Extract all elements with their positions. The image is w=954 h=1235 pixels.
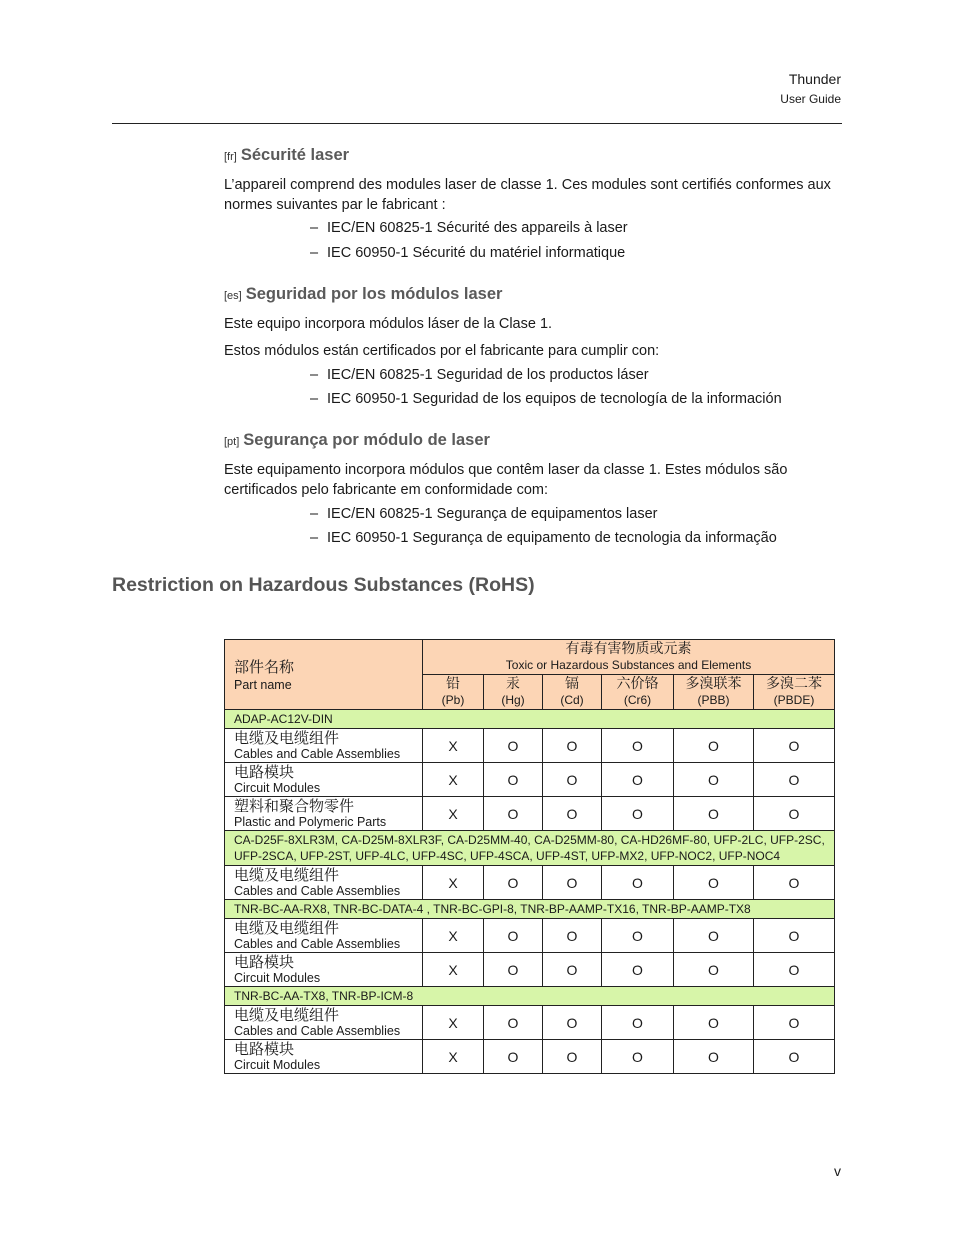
substance-mark: O bbox=[674, 866, 754, 900]
element-header: 镉 (Cd) bbox=[543, 675, 602, 710]
substance-mark: O bbox=[602, 1040, 674, 1074]
part-name-cell: 电缆及电缆组件 Cables and Cable Assemblies bbox=[225, 729, 423, 763]
part-name-cell: 电路模块 Circuit Modules bbox=[225, 1040, 423, 1074]
substance-mark: O bbox=[754, 953, 835, 987]
model-group-label: TNR-BC-AA-RX8, TNR-BC-DATA-4 , TNR-BC-GPI-8, TNR-BP-AAMP-TX16, TNR-BP-AAMP-TX8 bbox=[225, 900, 835, 919]
element-header: 多溴二苯 (PBDE) bbox=[754, 675, 835, 710]
substance-mark: O bbox=[754, 866, 835, 900]
substance-mark: O bbox=[484, 1006, 543, 1040]
substance-mark: O bbox=[543, 866, 602, 900]
substance-mark: O bbox=[484, 729, 543, 763]
substance-mark: O bbox=[543, 729, 602, 763]
header-title: Thunder bbox=[788, 71, 841, 87]
rohs-heading: Restriction on Hazardous Substances (RoHS) bbox=[112, 574, 535, 596]
substance-mark: O bbox=[484, 919, 543, 953]
header-subtitle: User Guide bbox=[780, 92, 841, 106]
heading-es-text: Seguridad por los módulos laser bbox=[245, 285, 503, 303]
bullet-pt-2: – IEC 60950-1 Segurança de equipamento de tecnologia da informação bbox=[310, 530, 777, 546]
substance-mark: O bbox=[484, 797, 543, 831]
bullet-fr-1: – IEC/EN 60825-1 Sécurité des appareils à laser bbox=[310, 220, 628, 236]
table-row bbox=[225, 1040, 835, 1074]
paragraph-pt-1: Este equipamento incorpora módulos que contêm laser da classe 1. Estes módulos são certificados pelo fabricante em conformidade com: bbox=[224, 462, 788, 498]
heading-pt-text: Segurança por módulo de laser bbox=[243, 431, 490, 449]
bullet-pt-1: – IEC/EN 60825-1 Segurança de equipamentos laser bbox=[310, 506, 658, 522]
substance-mark: O bbox=[484, 866, 543, 900]
substance-mark: O bbox=[602, 763, 674, 797]
toxic-substances-header: 有毒有害物质或元素 Toxic or Hazardous Substances and Elements bbox=[423, 640, 835, 675]
page-number: v bbox=[834, 1163, 841, 1179]
lang-tag-es: [es] bbox=[224, 290, 242, 302]
bullet-es-2: – IEC 60950-1 Seguridad de los equipos de tecnología de la información bbox=[310, 391, 782, 407]
paragraph-es-2: Estos módulos están certificados por el fabricante para cumplir con: bbox=[224, 343, 660, 359]
heading-fr-text: Sécurité laser bbox=[240, 146, 350, 164]
part-name-cell: 塑料和聚合物零件 Plastic and Polymeric Parts bbox=[225, 797, 423, 831]
header-rule bbox=[112, 123, 842, 124]
table-row bbox=[225, 729, 835, 763]
substance-mark: O bbox=[543, 919, 602, 953]
substance-mark: O bbox=[602, 1006, 674, 1040]
paragraph-es-1: Este equipo incorpora módulos láser de la Clase 1. bbox=[224, 316, 553, 332]
element-header: 六价铬 (Cr6) bbox=[602, 675, 674, 710]
heading-pt bbox=[224, 431, 490, 450]
part-name-header: 部件名称 Part name bbox=[225, 640, 423, 710]
substance-mark: O bbox=[484, 953, 543, 987]
lang-tag-fr: [fr] bbox=[224, 151, 237, 163]
substance-mark: O bbox=[602, 797, 674, 831]
substance-mark: X bbox=[423, 866, 484, 900]
part-name-cell: 电路模块 Circuit Modules bbox=[225, 763, 423, 797]
heading-es bbox=[224, 285, 502, 304]
table-row bbox=[225, 866, 835, 900]
part-name-cell: 电缆及电缆组件 Cables and Cable Assemblies bbox=[225, 866, 423, 900]
substance-mark: O bbox=[602, 953, 674, 987]
table-row bbox=[225, 919, 835, 953]
substance-mark: O bbox=[754, 919, 835, 953]
part-name-cell: 电路模块 Circuit Modules bbox=[225, 953, 423, 987]
group-row bbox=[225, 900, 835, 919]
substance-mark: O bbox=[674, 763, 754, 797]
lang-tag-pt: [pt] bbox=[224, 436, 240, 448]
substance-mark: O bbox=[543, 763, 602, 797]
substance-mark: O bbox=[602, 866, 674, 900]
element-header: 铅 (Pb) bbox=[423, 675, 484, 710]
element-header: 多溴联苯 (PBB) bbox=[674, 675, 754, 710]
substance-mark: O bbox=[674, 797, 754, 831]
substance-mark: X bbox=[423, 1040, 484, 1074]
model-group-label: CA-D25F-8XLR3M, CA-D25M-8XLR3F, CA-D25MM-40, CA-D25MM-80, CA-HD26MF-80, UFP-2LC, UFP-2SC, UFP-2SCA, UFP-2ST, UFP-4LC, UFP-4SC, UFP-4SCA, UFP-4ST, UFP-MX2, UFP-NOC2, UFP-NOC4 bbox=[225, 831, 835, 866]
rohs-table bbox=[224, 639, 835, 1074]
part-name-cell: 电缆及电缆组件 Cables and Cable Assemblies bbox=[225, 919, 423, 953]
substance-mark: X bbox=[423, 729, 484, 763]
substance-mark: O bbox=[674, 953, 754, 987]
substance-mark: X bbox=[423, 919, 484, 953]
substance-mark: O bbox=[543, 1040, 602, 1074]
table-row bbox=[225, 797, 835, 831]
table-row bbox=[225, 1006, 835, 1040]
substance-mark: O bbox=[543, 1006, 602, 1040]
substance-mark: X bbox=[423, 953, 484, 987]
substance-mark: O bbox=[754, 1006, 835, 1040]
substance-mark: O bbox=[674, 729, 754, 763]
model-group-label: ADAP-AC12V-DIN bbox=[225, 710, 835, 729]
table-row bbox=[225, 953, 835, 987]
paragraph-fr-1: L’appareil comprend des modules laser de classe 1. Ces modules sont certifiés conformes aux normes suivantes par le fabricant : bbox=[224, 177, 831, 213]
substance-mark: X bbox=[423, 797, 484, 831]
bullet-es-1: – IEC/EN 60825-1 Seguridad de los productos láser bbox=[310, 367, 649, 383]
substance-mark: O bbox=[543, 953, 602, 987]
element-header: 汞 (Hg) bbox=[484, 675, 543, 710]
table-row bbox=[225, 763, 835, 797]
substance-mark: O bbox=[484, 1040, 543, 1074]
substance-mark: O bbox=[484, 763, 543, 797]
substance-mark: X bbox=[423, 763, 484, 797]
substance-mark: O bbox=[754, 797, 835, 831]
substance-mark: O bbox=[754, 763, 835, 797]
group-row bbox=[225, 987, 835, 1006]
bullet-fr-2: – IEC 60950-1 Sécurité du matériel informatique bbox=[310, 245, 626, 261]
substance-mark: X bbox=[423, 1006, 484, 1040]
substance-mark: O bbox=[754, 729, 835, 763]
group-row bbox=[225, 831, 835, 866]
substance-mark: O bbox=[602, 919, 674, 953]
substance-mark: O bbox=[674, 1006, 754, 1040]
substance-mark: O bbox=[754, 1040, 835, 1074]
part-name-cell: 电缆及电缆组件 Cables and Cable Assemblies bbox=[225, 1006, 423, 1040]
substance-mark: O bbox=[674, 1040, 754, 1074]
substance-mark: O bbox=[543, 797, 602, 831]
group-row bbox=[225, 710, 835, 729]
substance-mark: O bbox=[602, 729, 674, 763]
model-group-label: TNR-BC-AA-TX8, TNR-BP-ICM-8 bbox=[225, 987, 835, 1006]
heading-fr bbox=[224, 146, 349, 165]
substance-mark: O bbox=[674, 919, 754, 953]
